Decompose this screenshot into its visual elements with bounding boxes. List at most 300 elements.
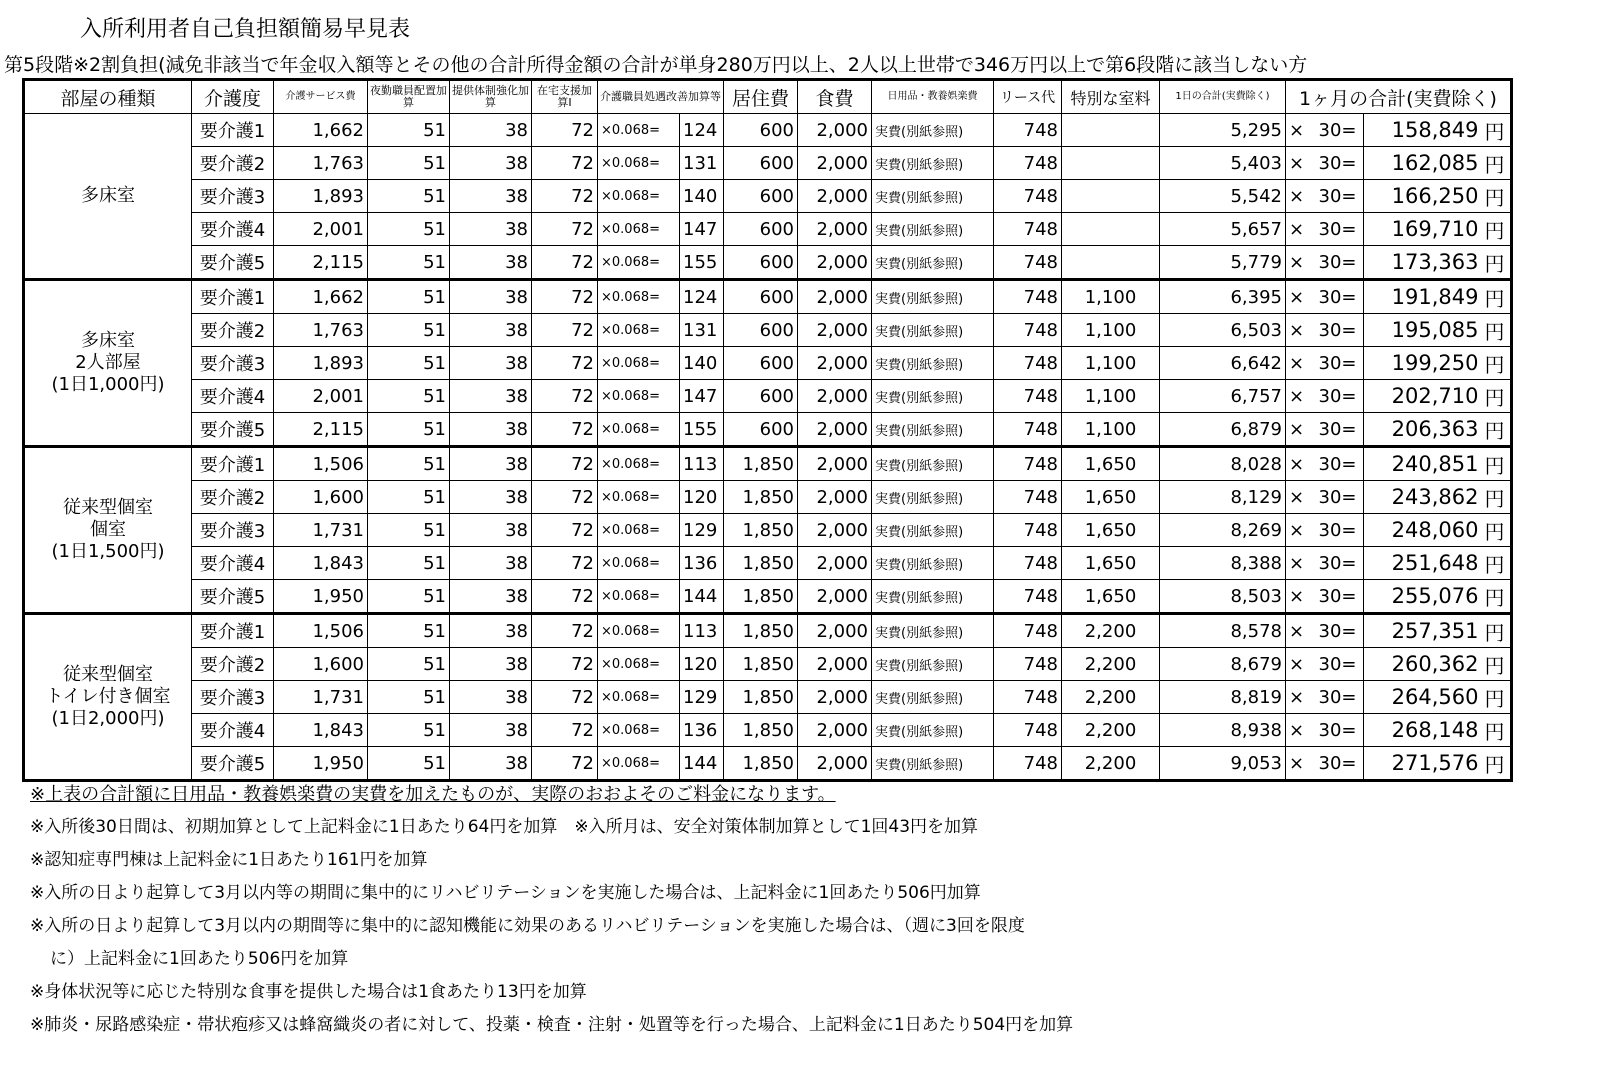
cell-food: 2,000 [798,213,872,246]
cell-times: × [1286,481,1316,514]
cell-daily-goods: 実費(別紙参照) [872,280,994,314]
room-type-line: (1日2,000円) [51,708,165,729]
cell-home-support: 72 [532,614,598,648]
cell-treatment-multiplier: ×0.068= [598,681,680,714]
cell-times: × [1286,547,1316,580]
cell-home-support: 72 [532,413,598,447]
header-care-level: 介護度 [192,80,274,114]
cell-system-strengthen: 38 [450,380,532,413]
cell-treatment-amount: 131 [680,314,724,347]
cell-night-staff: 51 [368,580,450,614]
cell-home-support: 72 [532,714,598,747]
cell-treatment-amount: 140 [680,180,724,213]
cell-yen: 円 [1482,413,1512,447]
table-row [24,580,1512,614]
cell-food: 2,000 [798,447,872,481]
cell-care-level: 要介護3 [192,514,274,547]
cell-month-total: 195,085 [1364,314,1482,347]
cell-yen: 円 [1482,714,1512,747]
cell-month-total: 158,849 [1364,114,1482,147]
cell-special-room: 1,100 [1062,347,1160,380]
cell-treatment-multiplier: ×0.068= [598,447,680,481]
cell-times: × [1286,314,1316,347]
cell-night-staff: 51 [368,246,450,280]
cell-treatment-multiplier: ×0.068= [598,747,680,781]
cell-times: × [1286,213,1316,246]
note-summary: ※上表の合計額に日用品・教養娯楽費の実費を加えたものが、実際のおおよそのご料金になります。 [30,784,836,805]
cell-times: × [1286,246,1316,280]
cell-daily-goods: 実費(別紙参照) [872,481,994,514]
cell-home-support: 72 [532,681,598,714]
header-night-staff: 夜勤職員配置加算 [368,80,450,114]
cell-special-room [1062,246,1160,280]
cell-care-level: 要介護2 [192,314,274,347]
cell-night-staff: 51 [368,314,450,347]
cell-special-room: 2,200 [1062,714,1160,747]
page-title: 入所利用者自己負担額簡易早見表 [80,17,411,42]
cell-night-staff: 51 [368,447,450,481]
cell-yen: 円 [1482,547,1512,580]
cell-home-support: 72 [532,380,598,413]
cell-times: × [1286,514,1316,547]
table-row [24,380,1512,413]
cell-night-staff: 51 [368,380,450,413]
cell-treatment-multiplier: ×0.068= [598,347,680,380]
cell-room-type [24,447,192,614]
cell-times: × [1286,447,1316,481]
cell-days: 30= [1316,213,1364,246]
cell-yen: 円 [1482,447,1512,481]
cell-yen: 円 [1482,580,1512,614]
cell-day-total: 5,295 [1160,114,1286,147]
cell-month-total: 260,362 [1364,648,1482,681]
cell-day-total: 8,938 [1160,714,1286,747]
cell-food: 2,000 [798,280,872,314]
cell-yen: 円 [1482,180,1512,213]
header-system-strengthen: 提供体制強化加算 [450,80,532,114]
cell-lease: 748 [994,347,1062,380]
table-row [24,714,1512,747]
cell-lease: 748 [994,213,1062,246]
cell-care-level: 要介護4 [192,714,274,747]
cell-system-strengthen: 38 [450,514,532,547]
cell-service-fee: 1,893 [274,180,368,213]
cell-care-level: 要介護4 [192,380,274,413]
cell-care-level: 要介護2 [192,481,274,514]
cell-month-total: 271,576 [1364,747,1482,781]
cell-home-support: 72 [532,213,598,246]
cell-month-total: 199,250 [1364,347,1482,380]
cell-special-room: 1,650 [1062,547,1160,580]
cell-service-fee: 2,115 [274,246,368,280]
header-lease: リース代 [994,80,1062,114]
cell-residence: 1,850 [724,547,798,580]
cell-residence: 1,850 [724,514,798,547]
cell-yen: 円 [1482,614,1512,648]
cell-care-level: 要介護5 [192,246,274,280]
cell-special-room [1062,114,1160,147]
cell-care-level: 要介護4 [192,547,274,580]
cell-daily-goods: 実費(別紙参照) [872,114,994,147]
cell-days: 30= [1316,380,1364,413]
cell-special-room: 1,100 [1062,314,1160,347]
cell-treatment-amount: 131 [680,147,724,180]
cell-days: 30= [1316,314,1364,347]
cell-home-support: 72 [532,347,598,380]
header-month-total: 1ヶ月の合計(実費除く) [1286,80,1512,114]
cell-food: 2,000 [798,147,872,180]
fee-table [22,78,1513,782]
cell-day-total: 6,395 [1160,280,1286,314]
note-special-meal: ※身体状況等に応じた特別な食事を提供した場合は1食あたり13円を加算 [30,982,587,1002]
cell-system-strengthen: 38 [450,580,532,614]
table-row [24,314,1512,347]
cell-night-staff: 51 [368,114,450,147]
cell-food: 2,000 [798,514,872,547]
cell-treatment-multiplier: ×0.068= [598,714,680,747]
cell-care-level: 要介護3 [192,347,274,380]
cell-residence: 600 [724,347,798,380]
cell-day-total: 5,779 [1160,246,1286,280]
table-row [24,547,1512,580]
cell-yen: 円 [1482,280,1512,314]
cell-daily-goods: 実費(別紙参照) [872,347,994,380]
cell-lease: 748 [994,413,1062,447]
cell-lease: 748 [994,447,1062,481]
cell-treatment-multiplier: ×0.068= [598,481,680,514]
cell-home-support: 72 [532,147,598,180]
cell-month-total: 257,351 [1364,614,1482,648]
cell-food: 2,000 [798,580,872,614]
cell-times: × [1286,147,1316,180]
cell-lease: 748 [994,114,1062,147]
cell-daily-goods: 実費(別紙参照) [872,714,994,747]
cell-times: × [1286,614,1316,648]
cell-residence: 600 [724,246,798,280]
cell-treatment-amount: 136 [680,547,724,580]
cell-month-total: 240,851 [1364,447,1482,481]
cell-days: 30= [1316,714,1364,747]
cell-lease: 748 [994,648,1062,681]
cell-special-room: 2,200 [1062,614,1160,648]
cell-treatment-multiplier: ×0.068= [598,114,680,147]
cell-treatment-amount: 113 [680,614,724,648]
note-cognitive-rehab-cont: に）上記料金に1回あたり506円を加算 [50,949,349,969]
cell-days: 30= [1316,180,1364,213]
cell-service-fee: 1,843 [274,547,368,580]
cell-care-level: 要介護2 [192,147,274,180]
cell-care-level: 要介護1 [192,614,274,648]
cell-treatment-amount: 124 [680,114,724,147]
table-row [24,147,1512,180]
cell-daily-goods: 実費(別紙参照) [872,180,994,213]
cell-food: 2,000 [798,481,872,514]
cell-days: 30= [1316,514,1364,547]
cell-treatment-multiplier: ×0.068= [598,514,680,547]
cell-special-room: 1,650 [1062,447,1160,481]
cell-times: × [1286,347,1316,380]
cell-day-total: 8,129 [1160,481,1286,514]
cell-treatment-multiplier: ×0.068= [598,314,680,347]
cell-month-total: 166,250 [1364,180,1482,213]
cell-times: × [1286,580,1316,614]
cell-service-fee: 1,506 [274,447,368,481]
cell-room-type [24,114,192,280]
cell-day-total: 6,642 [1160,347,1286,380]
cell-night-staff: 51 [368,547,450,580]
cell-residence: 600 [724,180,798,213]
cell-days: 30= [1316,147,1364,180]
room-type-line: 2人部屋 [75,352,141,373]
cell-daily-goods: 実費(別紙参照) [872,246,994,280]
cell-treatment-amount: 147 [680,213,724,246]
cell-night-staff: 51 [368,213,450,246]
room-type-line: (1日1,500円) [51,541,165,562]
cell-special-room [1062,213,1160,246]
cell-residence: 1,850 [724,481,798,514]
cell-residence: 1,850 [724,614,798,648]
cell-days: 30= [1316,280,1364,314]
cell-residence: 600 [724,114,798,147]
cell-treatment-amount: 120 [680,481,724,514]
cell-service-fee: 1,763 [274,314,368,347]
cell-times: × [1286,714,1316,747]
cell-lease: 748 [994,580,1062,614]
cell-lease: 748 [994,514,1062,547]
cell-treatment-multiplier: ×0.068= [598,547,680,580]
cell-times: × [1286,114,1316,147]
cell-times: × [1286,681,1316,714]
cell-times: × [1286,413,1316,447]
cell-days: 30= [1316,114,1364,147]
cell-food: 2,000 [798,648,872,681]
cell-month-total: 191,849 [1364,280,1482,314]
cell-special-room: 2,200 [1062,648,1160,681]
cell-service-fee: 1,763 [274,147,368,180]
cell-yen: 円 [1482,147,1512,180]
cell-day-total: 6,757 [1160,380,1286,413]
room-type-line: 個室 [90,519,126,540]
cell-night-staff: 51 [368,614,450,648]
cell-treatment-multiplier: ×0.068= [598,380,680,413]
cell-month-total: 255,076 [1364,580,1482,614]
cell-residence: 1,850 [724,447,798,481]
cell-special-room: 1,650 [1062,580,1160,614]
cell-food: 2,000 [798,114,872,147]
cell-treatment-multiplier: ×0.068= [598,648,680,681]
cell-day-total: 5,657 [1160,213,1286,246]
cell-treatment-amount: 120 [680,648,724,681]
cell-system-strengthen: 38 [450,481,532,514]
cell-treatment-multiplier: ×0.068= [598,246,680,280]
cell-service-fee: 1,950 [274,580,368,614]
cell-yen: 円 [1482,514,1512,547]
cell-home-support: 72 [532,514,598,547]
cell-yen: 円 [1482,314,1512,347]
cell-night-staff: 51 [368,514,450,547]
cell-days: 30= [1316,481,1364,514]
cell-residence: 1,850 [724,648,798,681]
cell-days: 30= [1316,681,1364,714]
cell-daily-goods: 実費(別紙参照) [872,648,994,681]
cell-daily-goods: 実費(別紙参照) [872,547,994,580]
cell-treatment-amount: 144 [680,747,724,781]
table-row [24,280,1512,314]
cell-treatment-amount: 155 [680,413,724,447]
cell-day-total: 8,388 [1160,547,1286,580]
cell-food: 2,000 [798,246,872,280]
cell-care-level: 要介護5 [192,580,274,614]
room-type-line: (1日1,000円) [51,374,165,395]
cell-care-level: 要介護1 [192,447,274,481]
cell-month-total: 162,085 [1364,147,1482,180]
cell-daily-goods: 実費(別紙参照) [872,614,994,648]
cell-day-total: 9,053 [1160,747,1286,781]
cell-service-fee: 2,001 [274,213,368,246]
cell-night-staff: 51 [368,648,450,681]
cell-residence: 1,850 [724,747,798,781]
cell-food: 2,000 [798,413,872,447]
cell-times: × [1286,180,1316,213]
table-row [24,114,1512,147]
cell-treatment-amount: 144 [680,580,724,614]
cell-days: 30= [1316,648,1364,681]
cell-treatment-multiplier: ×0.068= [598,147,680,180]
cell-system-strengthen: 38 [450,114,532,147]
table-row [24,681,1512,714]
cell-care-level: 要介護5 [192,413,274,447]
cell-special-room: 1,100 [1062,280,1160,314]
cell-month-total: 173,363 [1364,246,1482,280]
table-row [24,747,1512,781]
note-intensive-rehab: ※入所の日より起算して3月以内等の期間に集中的にリハビリテーションを実施した場合は、上記料金に1回あたり506円加算 [30,883,981,903]
cell-home-support: 72 [532,280,598,314]
cell-day-total: 8,503 [1160,580,1286,614]
header-room-type: 部屋の種類 [24,80,192,114]
cell-daily-goods: 実費(別紙参照) [872,447,994,481]
cell-system-strengthen: 38 [450,180,532,213]
cell-yen: 円 [1482,213,1512,246]
header-treatment: 介護職員処遇改善加算等 [598,80,724,114]
page-subtitle: 第5段階※2割負担(減免非該当で年金収入額等とその他の合計所得金額の合計が単身280万円以上、2人以上世帯で346万円以上で第6段階に該当しない方 [4,54,1308,76]
cell-day-total: 8,679 [1160,648,1286,681]
cell-month-total: 243,862 [1364,481,1482,514]
cell-month-total: 206,363 [1364,413,1482,447]
cell-day-total: 6,503 [1160,314,1286,347]
cell-special-room: 1,650 [1062,514,1160,547]
cell-day-total: 6,879 [1160,413,1286,447]
cell-daily-goods: 実費(別紙参照) [872,380,994,413]
header-special-room: 特別な室料 [1062,80,1160,114]
cell-month-total: 169,710 [1364,213,1482,246]
cell-treatment-amount: 147 [680,380,724,413]
cell-care-level: 要介護5 [192,747,274,781]
cell-times: × [1286,747,1316,781]
cell-service-fee: 1,731 [274,514,368,547]
table-row [24,180,1512,213]
cell-residence: 1,850 [724,580,798,614]
cell-treatment-amount: 113 [680,447,724,481]
cell-service-fee: 1,600 [274,648,368,681]
cell-care-level: 要介護1 [192,280,274,314]
cell-daily-goods: 実費(別紙参照) [872,580,994,614]
room-type-line: トイレ付き個室 [45,686,171,707]
cell-treatment-amount: 129 [680,681,724,714]
cell-yen: 円 [1482,648,1512,681]
cell-food: 2,000 [798,314,872,347]
cell-system-strengthen: 38 [450,246,532,280]
cell-night-staff: 51 [368,747,450,781]
room-type-line: 多床室 [81,185,135,206]
cell-yen: 円 [1482,481,1512,514]
cell-day-total: 5,403 [1160,147,1286,180]
cell-times: × [1286,380,1316,413]
cell-special-room [1062,147,1160,180]
cell-system-strengthen: 38 [450,648,532,681]
cell-home-support: 72 [532,547,598,580]
cell-month-total: 251,648 [1364,547,1482,580]
cell-night-staff: 51 [368,347,450,380]
room-type-line: 多床室 [81,330,135,351]
room-type-line: 従来型個室 [63,497,153,518]
cell-lease: 748 [994,547,1062,580]
cell-day-total: 8,578 [1160,614,1286,648]
cell-system-strengthen: 38 [450,280,532,314]
cell-food: 2,000 [798,547,872,580]
table-row [24,481,1512,514]
cell-system-strengthen: 38 [450,614,532,648]
cell-lease: 748 [994,280,1062,314]
table-row [24,514,1512,547]
cell-care-level: 要介護3 [192,681,274,714]
cell-food: 2,000 [798,681,872,714]
cell-residence: 600 [724,413,798,447]
cell-care-level: 要介護1 [192,114,274,147]
cell-night-staff: 51 [368,180,450,213]
cell-residence: 600 [724,314,798,347]
cell-treatment-multiplier: ×0.068= [598,614,680,648]
cell-days: 30= [1316,413,1364,447]
header-residence: 居住費 [724,80,798,114]
cell-month-total: 268,148 [1364,714,1482,747]
note-cognitive-rehab: ※入所の日より起算して3月以内の期間等に集中的に認知機能に効果のあるリハビリテーションを実施した場合は、（週に3回を限度 [30,916,1025,936]
cell-care-level: 要介護2 [192,648,274,681]
cell-yen: 円 [1482,681,1512,714]
cell-days: 30= [1316,246,1364,280]
cell-system-strengthen: 38 [450,681,532,714]
cell-lease: 748 [994,714,1062,747]
cell-residence: 600 [724,280,798,314]
cell-home-support: 72 [532,447,598,481]
cell-yen: 円 [1482,747,1512,781]
note-dementia-ward: ※認知症専門棟は上記料金に1日あたり161円を加算 [30,850,428,870]
cell-home-support: 72 [532,580,598,614]
header-daily-goods: 日用品・教養娯楽費 [872,80,994,114]
cell-night-staff: 51 [368,681,450,714]
cell-treatment-amount: 129 [680,514,724,547]
cell-night-staff: 51 [368,147,450,180]
cell-day-total: 8,269 [1160,514,1286,547]
cell-home-support: 72 [532,114,598,147]
cell-yen: 円 [1482,246,1512,280]
cell-lease: 748 [994,747,1062,781]
cell-month-total: 202,710 [1364,380,1482,413]
cell-night-staff: 51 [368,413,450,447]
header-food: 食費 [798,80,872,114]
cell-treatment-amount: 124 [680,280,724,314]
cell-service-fee: 1,662 [274,114,368,147]
header-row [24,80,1512,114]
